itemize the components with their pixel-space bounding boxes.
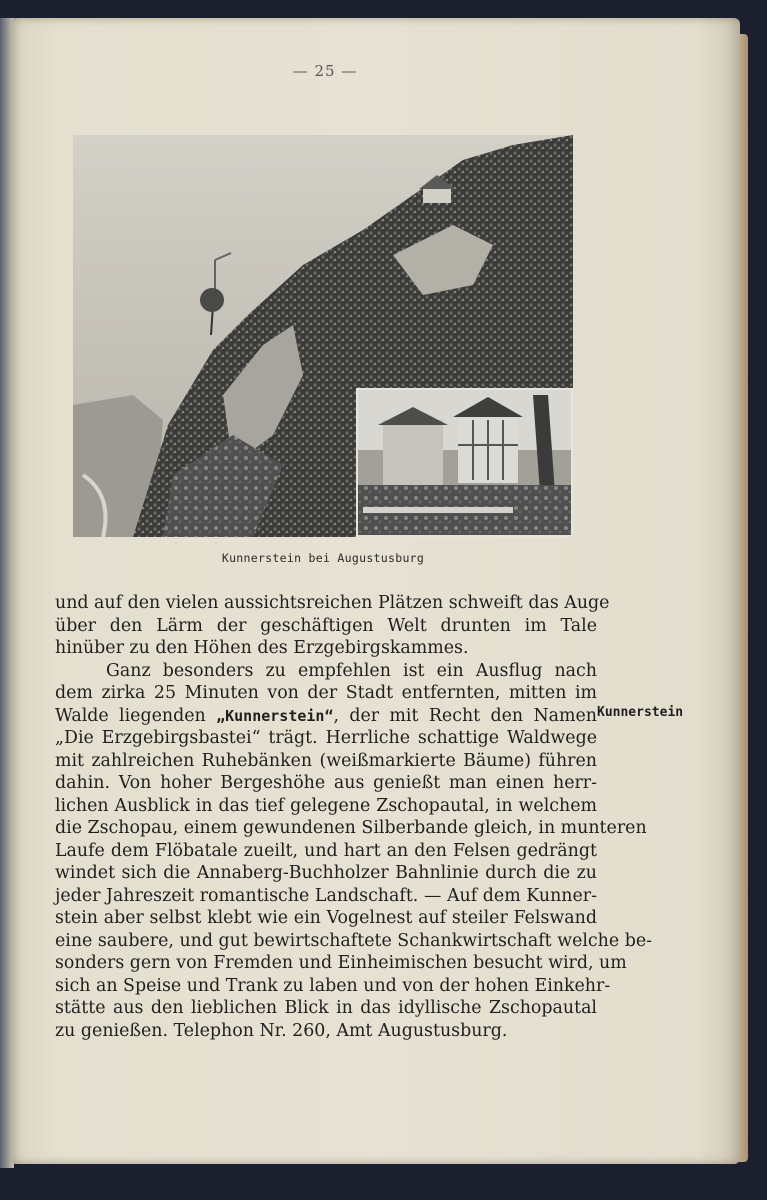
text-line: stein aber selbst klebt wie ein Vogelnest auf steiler Felswand — [55, 908, 597, 928]
text-line: jeder Jahreszeit romantische Landschaft. — Auf dem Kunner- — [55, 885, 597, 906]
photo-caption: Kunnerstein bei Augustusburg — [221, 551, 425, 565]
page-number: — 25 — — [292, 62, 358, 80]
text-line: sonders gern von Fremden und Einheimischen besucht wird, um — [55, 953, 627, 973]
text-line: hinüber zu den Höhen des Erzgebirgskammes. — [55, 638, 469, 658]
text-line: „Die Erzgebirgsbastei“ trägt. Herrliche schattige Waldwege — [55, 728, 597, 748]
text-line: stätte aus den lieblichen Blick in das idyllische Zschopautal — [55, 998, 597, 1018]
photo-of-rock-with-inset-hut-icon — [73, 135, 573, 537]
text-line: lichen Ausblick in das tief gelegene Zschopautal, in welchem — [55, 795, 597, 816]
text-line: Laufe dem Flöbatale zueilt, und hart an den Felsen gedrängt — [55, 840, 597, 861]
text-line: Ganz besonders zu empfehlen ist ein Ausflug nach — [106, 660, 597, 681]
text-line: dahin. Von hoher Bergeshöhe aus genießt man einen herr- — [55, 773, 597, 793]
bold-place-name: „Kunnerstein“ — [216, 706, 334, 725]
text-line: dem zirka 25 Minuten von der Stadt entfernten, mitten im — [55, 683, 597, 703]
text-segment: Walde liegenden — [55, 705, 217, 726]
text-line: sich an Speise und Trank zu laben und von der hohen Einkehr- — [55, 975, 611, 996]
text-line: windet sich die Annaberg-Buchholzer Bahnlinie durch die zu — [55, 863, 597, 883]
body-text — [55, 592, 652, 1042]
text-line: und auf den vielen aussichtsreichen Plätzen schweift das Auge — [55, 593, 610, 613]
margin-note: Kunnerstein — [597, 705, 684, 720]
photo-illustration — [73, 135, 573, 537]
text-line: zu genießen. Telephon Nr. 260, Amt Augustusburg. — [55, 1020, 508, 1041]
text-line: über den Lärm der geschäftigen Welt drunten im Tale — [55, 615, 597, 636]
text-line: mit zahlreichen Ruhebänken (weißmarkierte Bäume) führen — [55, 750, 597, 771]
text-line: die Zschopau, einem gewundenen Silberbande gleich, in munteren — [55, 818, 647, 838]
text-line: eine saubere, und gut bewirtschaftete Schankwirtschaft welche be- — [55, 930, 652, 951]
text-segment: , der mit Recht den Namen — [333, 705, 598, 726]
text-line-with-bold — [55, 705, 597, 728]
